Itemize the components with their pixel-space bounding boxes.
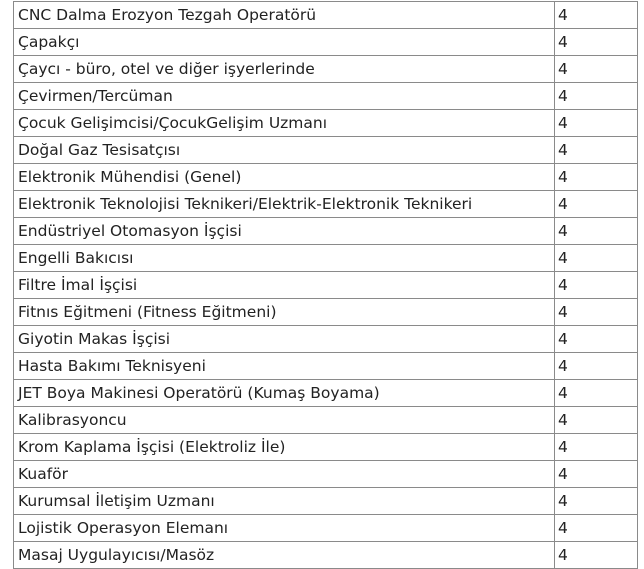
- occupation-value-cell: 4: [555, 29, 638, 56]
- occupation-table: [13, 1, 638, 569]
- occupation-name-cell: Hasta Bakımı Teknisyeni: [14, 353, 555, 380]
- occupation-table-container: [13, 1, 637, 569]
- occupation-name-cell: Doğal Gaz Tesisatçısı: [14, 137, 555, 164]
- occupation-value-cell: 4: [555, 56, 638, 83]
- occupation-name-cell: JET Boya Makinesi Operatörü (Kumaş Boyama): [14, 380, 555, 407]
- occupation-value-cell: 4: [555, 83, 638, 110]
- table-row: [14, 515, 638, 542]
- occupation-name-cell: Kalibrasyoncu: [14, 407, 555, 434]
- occupation-name-cell: Lojistik Operasyon Elemanı: [14, 515, 555, 542]
- table-row: [14, 272, 638, 299]
- table-row: [14, 299, 638, 326]
- table-row: [14, 488, 638, 515]
- occupation-value-cell: 4: [555, 461, 638, 488]
- occupation-value-cell: 4: [555, 272, 638, 299]
- occupation-name-cell: Giyotin Makas İşçisi: [14, 326, 555, 353]
- occupation-name-cell: Engelli Bakıcısı: [14, 245, 555, 272]
- occupation-value-cell: 4: [555, 488, 638, 515]
- table-row: [14, 218, 638, 245]
- occupation-value-cell: 4: [555, 2, 638, 29]
- occupation-value-cell: 4: [555, 542, 638, 569]
- table-row: [14, 110, 638, 137]
- table-row: [14, 137, 638, 164]
- table-row: [14, 83, 638, 110]
- table-row: [14, 164, 638, 191]
- occupation-table-body: [14, 2, 638, 569]
- occupation-name-cell: Çevirmen/Tercüman: [14, 83, 555, 110]
- occupation-name-cell: Endüstriyel Otomasyon İşçisi: [14, 218, 555, 245]
- occupation-value-cell: 4: [555, 353, 638, 380]
- occupation-name-cell: CNC Dalma Erozyon Tezgah Operatörü: [14, 2, 555, 29]
- table-row: [14, 353, 638, 380]
- table-row: [14, 2, 638, 29]
- table-row: [14, 434, 638, 461]
- table-row: [14, 461, 638, 488]
- table-row: [14, 326, 638, 353]
- occupation-name-cell: Masaj Uygulayıcısı/Masöz: [14, 542, 555, 569]
- occupation-value-cell: 4: [555, 245, 638, 272]
- table-row: [14, 407, 638, 434]
- occupation-name-cell: Çocuk Gelişimcisi/ÇocukGelişim Uzmanı: [14, 110, 555, 137]
- occupation-value-cell: 4: [555, 407, 638, 434]
- occupation-value-cell: 4: [555, 137, 638, 164]
- table-row: [14, 380, 638, 407]
- occupation-name-cell: Krom Kaplama İşçisi (Elektroliz İle): [14, 434, 555, 461]
- table-row: [14, 542, 638, 569]
- occupation-value-cell: 4: [555, 110, 638, 137]
- occupation-value-cell: 4: [555, 191, 638, 218]
- occupation-name-cell: Fitnıs Eğitmeni (Fitness Eğitmeni): [14, 299, 555, 326]
- occupation-name-cell: Filtre İmal İşçisi: [14, 272, 555, 299]
- occupation-name-cell: Elektronik Teknolojisi Teknikeri/Elektrik-Elektronik Teknikeri: [14, 191, 555, 218]
- occupation-value-cell: 4: [555, 380, 638, 407]
- table-row: [14, 29, 638, 56]
- occupation-value-cell: 4: [555, 515, 638, 542]
- table-row: [14, 191, 638, 218]
- occupation-name-cell: Kuaför: [14, 461, 555, 488]
- occupation-value-cell: 4: [555, 164, 638, 191]
- occupation-name-cell: Çapakçı: [14, 29, 555, 56]
- table-row: [14, 245, 638, 272]
- occupation-name-cell: Çaycı - büro, otel ve diğer işyerlerinde: [14, 56, 555, 83]
- occupation-value-cell: 4: [555, 218, 638, 245]
- occupation-value-cell: 4: [555, 434, 638, 461]
- occupation-value-cell: 4: [555, 326, 638, 353]
- occupation-value-cell: 4: [555, 299, 638, 326]
- occupation-name-cell: Elektronik Mühendisi (Genel): [14, 164, 555, 191]
- table-row: [14, 56, 638, 83]
- occupation-name-cell: Kurumsal İletişim Uzmanı: [14, 488, 555, 515]
